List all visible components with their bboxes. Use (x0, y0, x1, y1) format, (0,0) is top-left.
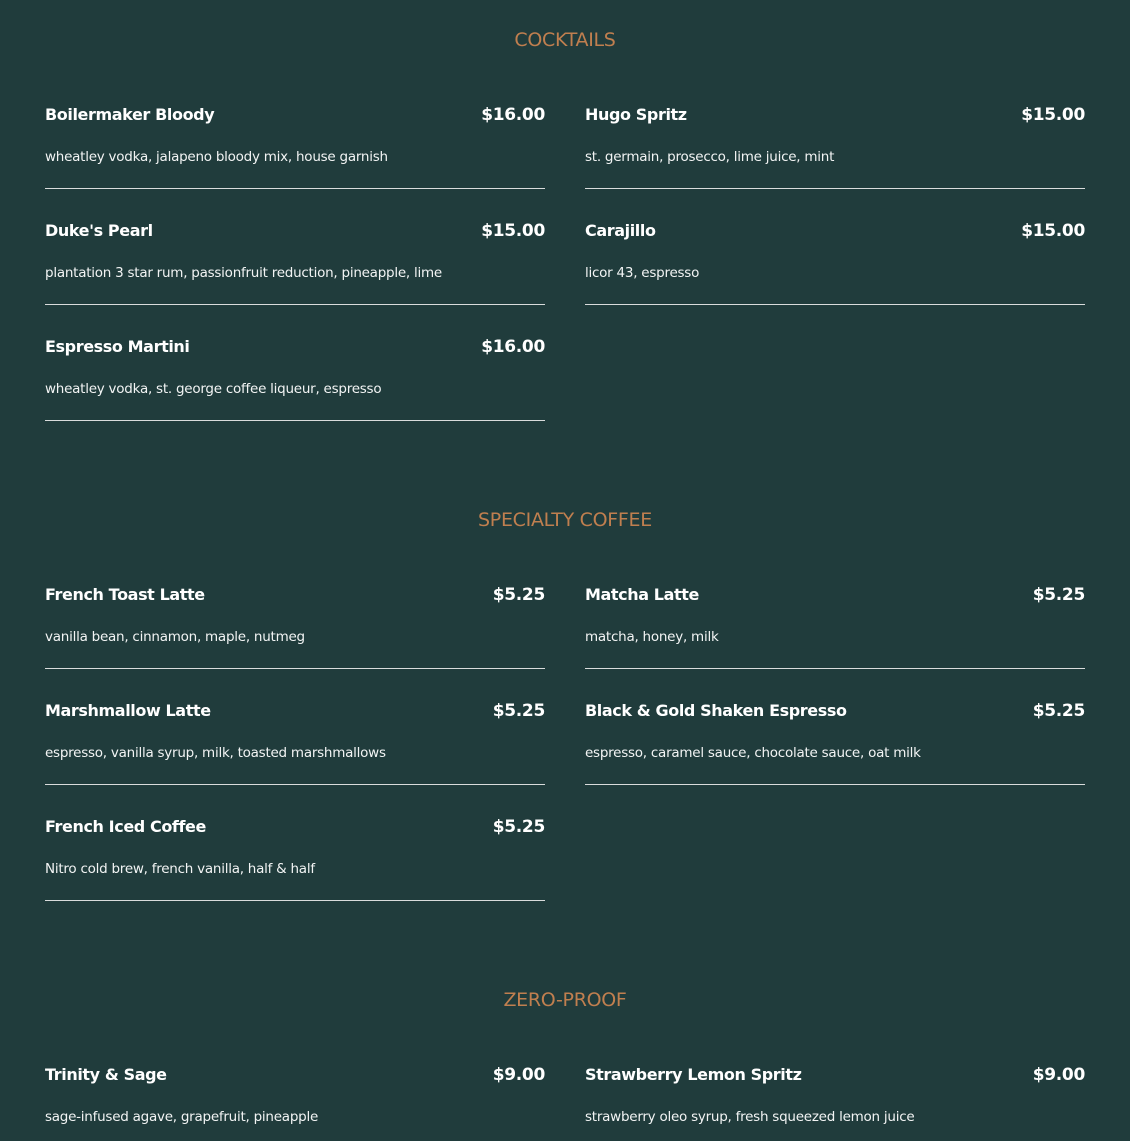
item-name: Trinity & Sage (45, 1065, 167, 1084)
item-price: $15.00 (481, 221, 545, 241)
menu-item (45, 553, 545, 669)
section-title-specialty-coffee: SPECIALTY COFFEE (478, 509, 652, 531)
item-price: $5.25 (492, 701, 545, 721)
menu-item (45, 669, 545, 785)
section-title-zero-proof: ZERO-PROOF (503, 989, 627, 1011)
item-price: $9.00 (1032, 1065, 1085, 1085)
menu-item (585, 73, 1085, 189)
item-name: Duke's Pearl (45, 221, 153, 240)
menu-item (45, 73, 545, 189)
item-name: Strawberry Lemon Spritz (585, 1065, 802, 1084)
item-price: $16.00 (481, 337, 545, 357)
item-name: Marshmallow Latte (45, 701, 211, 720)
menu-item (585, 669, 1085, 785)
menu-item (585, 189, 1085, 305)
item-price: $15.00 (1021, 105, 1085, 125)
item-price: $5.25 (492, 585, 545, 605)
item-description: wheatley vodka, st. george coffee liqueur, espresso (45, 381, 382, 397)
item-description: strawberry oleo syrup, fresh squeezed lemon juice (585, 1109, 915, 1125)
menu-item (45, 305, 545, 421)
item-name: Carajillo (585, 221, 656, 240)
item-name: Hugo Spritz (585, 105, 687, 124)
item-name: Black & Gold Shaken Espresso (585, 701, 847, 720)
item-name: French Toast Latte (45, 585, 205, 604)
section-title-cocktails: COCKTAILS (514, 29, 616, 51)
item-description: Nitro cold brew, french vanilla, half & half (45, 861, 315, 877)
item-description: espresso, vanilla syrup, milk, toasted marshmallows (45, 745, 386, 761)
item-description: plantation 3 star rum, passionfruit reduction, pineapple, lime (45, 265, 442, 281)
item-name: Espresso Martini (45, 337, 190, 356)
menu-item (585, 1033, 1085, 1141)
item-description: espresso, caramel sauce, chocolate sauce, oat milk (585, 745, 921, 761)
item-description: st. germain, prosecco, lime juice, mint (585, 149, 835, 165)
item-description: matcha, honey, milk (585, 629, 719, 645)
item-name: French Iced Coffee (45, 817, 206, 836)
menu-item (45, 1033, 545, 1141)
menu-item (45, 785, 545, 901)
item-description: sage-infused agave, grapefruit, pineapple (45, 1109, 319, 1125)
menu-item (45, 189, 545, 305)
item-price: $5.25 (1032, 701, 1085, 721)
item-price: $5.25 (492, 817, 545, 837)
item-name: Matcha Latte (585, 585, 699, 604)
item-price: $5.25 (1032, 585, 1085, 605)
item-description: vanilla bean, cinnamon, maple, nutmeg (45, 629, 305, 645)
item-price: $15.00 (1021, 221, 1085, 241)
item-description: wheatley vodka, jalapeno bloody mix, house garnish (45, 149, 388, 165)
menu-item (585, 553, 1085, 669)
item-price: $16.00 (481, 105, 545, 125)
item-price: $9.00 (492, 1065, 545, 1085)
item-name: Boilermaker Bloody (45, 105, 215, 124)
item-description: licor 43, espresso (585, 265, 700, 281)
